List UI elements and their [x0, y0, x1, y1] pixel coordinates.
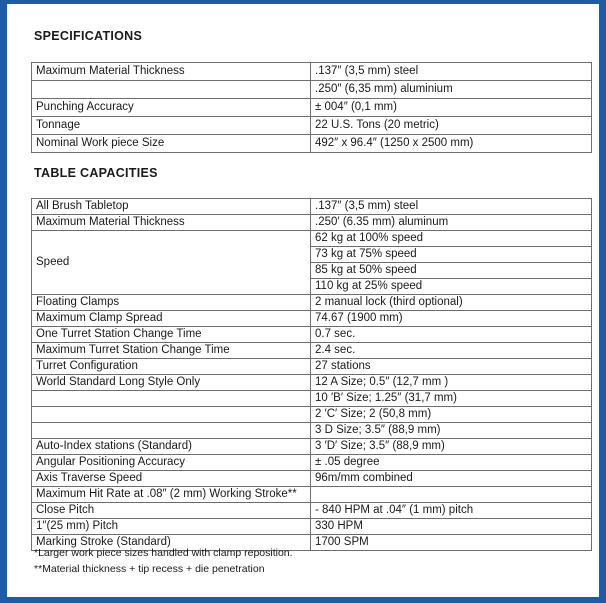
table-row	[32, 63, 592, 81]
spec-label: 1″(25 mm) Pitch	[32, 519, 311, 535]
spec-label: Tonnage	[32, 117, 311, 135]
spec-label: Marking Stroke (Standard)	[32, 535, 311, 551]
table-row	[32, 295, 592, 311]
spec-value: ± 004″ (0,1 mm)	[311, 99, 592, 117]
spec-value: .250′ (6.35 mm) aluminum	[311, 215, 592, 231]
spec-label: Maximum Turret Station Change Time	[32, 343, 311, 359]
spec-label: World Standard Long Style Only	[32, 375, 311, 391]
spec-value: 492″ x 96.4″ (1250 x 2500 mm)	[311, 135, 592, 153]
spec-value: 2 ′C′ Size; 2 (50,8 mm)	[311, 407, 592, 423]
table-row	[32, 519, 592, 535]
spec-value: 330 HPM	[311, 519, 592, 535]
spec-label: Nominal Work piece Size	[32, 135, 311, 153]
spec-value: 1700 SPM	[311, 535, 592, 551]
table-row	[32, 455, 592, 471]
spec-value: 73 kg at 75% speed	[311, 247, 592, 263]
spec-label: Floating Clamps	[32, 295, 311, 311]
spec-value: .250″ (6,35 mm) aluminium	[311, 81, 592, 99]
specifications-heading: SPECIFICATIONS	[34, 29, 143, 43]
spec-label: Axis Traverse Speed	[32, 471, 311, 487]
spec-value: 2.4 sec.	[311, 343, 592, 359]
spec-value: .137″ (3,5 mm) steel	[311, 63, 592, 81]
table-row	[32, 503, 592, 519]
table-row	[32, 423, 592, 439]
spec-label: Punching Accuracy	[32, 99, 311, 117]
spec-value: 22 U.S. Tons (20 metric)	[311, 117, 592, 135]
spec-label: Auto-Index stations (Standard)	[32, 439, 311, 455]
spec-value: 85 kg at 50% speed	[311, 263, 592, 279]
spec-label: One Turret Station Change Time	[32, 327, 311, 343]
table-row	[32, 391, 592, 407]
spec-value: 3 ′D′ Size; 3.5″ (88,9 mm)	[311, 439, 592, 455]
spec-label: Turret Configuration	[32, 359, 311, 375]
spec-value: 3 D Size; 3.5″ (88,9 mm)	[311, 423, 592, 439]
table-row	[32, 375, 592, 391]
spec-value: 62 kg at 100% speed	[311, 231, 592, 247]
spec-value: 10 ′B′ Size; 1.25″ (31,7 mm)	[311, 391, 592, 407]
footnote-clamp-reposition: *Larger work piece sizes handled with clamp reposition.	[34, 547, 293, 559]
spec-value: 74.67 (1900 mm)	[311, 311, 592, 327]
spec-label: Maximum Material Thickness	[32, 63, 311, 81]
spec-value: ± .05 degree	[311, 455, 592, 471]
table-row	[32, 439, 592, 455]
table-row	[32, 135, 592, 153]
footnote-material-thickness: **Material thickness + tip recess + die penetration	[34, 563, 265, 575]
spec-label: Maximum Hit Rate at .08″ (2 mm) Working Stroke**	[32, 487, 311, 503]
table-row	[32, 117, 592, 135]
spec-value: 0.7 sec.	[311, 327, 592, 343]
table-row	[32, 215, 592, 231]
spec-label	[32, 423, 311, 439]
spec-value: 2 manual lock (third optional)	[311, 295, 592, 311]
spec-label: Maximum Material Thickness	[32, 215, 311, 231]
table-capacities-heading: TABLE CAPACITIES	[34, 166, 158, 180]
spec-label: All Brush Tabletop	[32, 199, 311, 215]
spec-value: - 840 HPM at .04″ (1 mm) pitch	[311, 503, 592, 519]
spec-label	[32, 391, 311, 407]
table-row	[32, 343, 592, 359]
spec-label: Angular Positioning Accuracy	[32, 455, 311, 471]
table-row	[32, 231, 592, 247]
table-row	[32, 311, 592, 327]
specifications-table	[31, 62, 592, 153]
spec-label: Speed	[32, 231, 311, 295]
spec-label	[32, 81, 311, 99]
table-row	[32, 99, 592, 117]
table-row	[32, 471, 592, 487]
spec-label: Maximum Clamp Spread	[32, 311, 311, 327]
spec-value: 96m/mm combined	[311, 471, 592, 487]
spec-value: .137″ (3,5 mm) steel	[311, 199, 592, 215]
table-row	[32, 81, 592, 99]
table-row	[32, 487, 592, 503]
spec-label: Close Pitch	[32, 503, 311, 519]
footnotes	[34, 545, 293, 577]
spec-label	[32, 407, 311, 423]
table-row	[32, 359, 592, 375]
table-row	[32, 199, 592, 215]
spec-value: 27 stations	[311, 359, 592, 375]
spec-value: 12 A Size; 0.5″ (12,7 mm )	[311, 375, 592, 391]
spec-value	[311, 487, 592, 503]
table-row	[32, 327, 592, 343]
spec-value: 110 kg at 25% speed	[311, 279, 592, 295]
table-capacities-table	[31, 198, 592, 551]
table-row	[32, 407, 592, 423]
